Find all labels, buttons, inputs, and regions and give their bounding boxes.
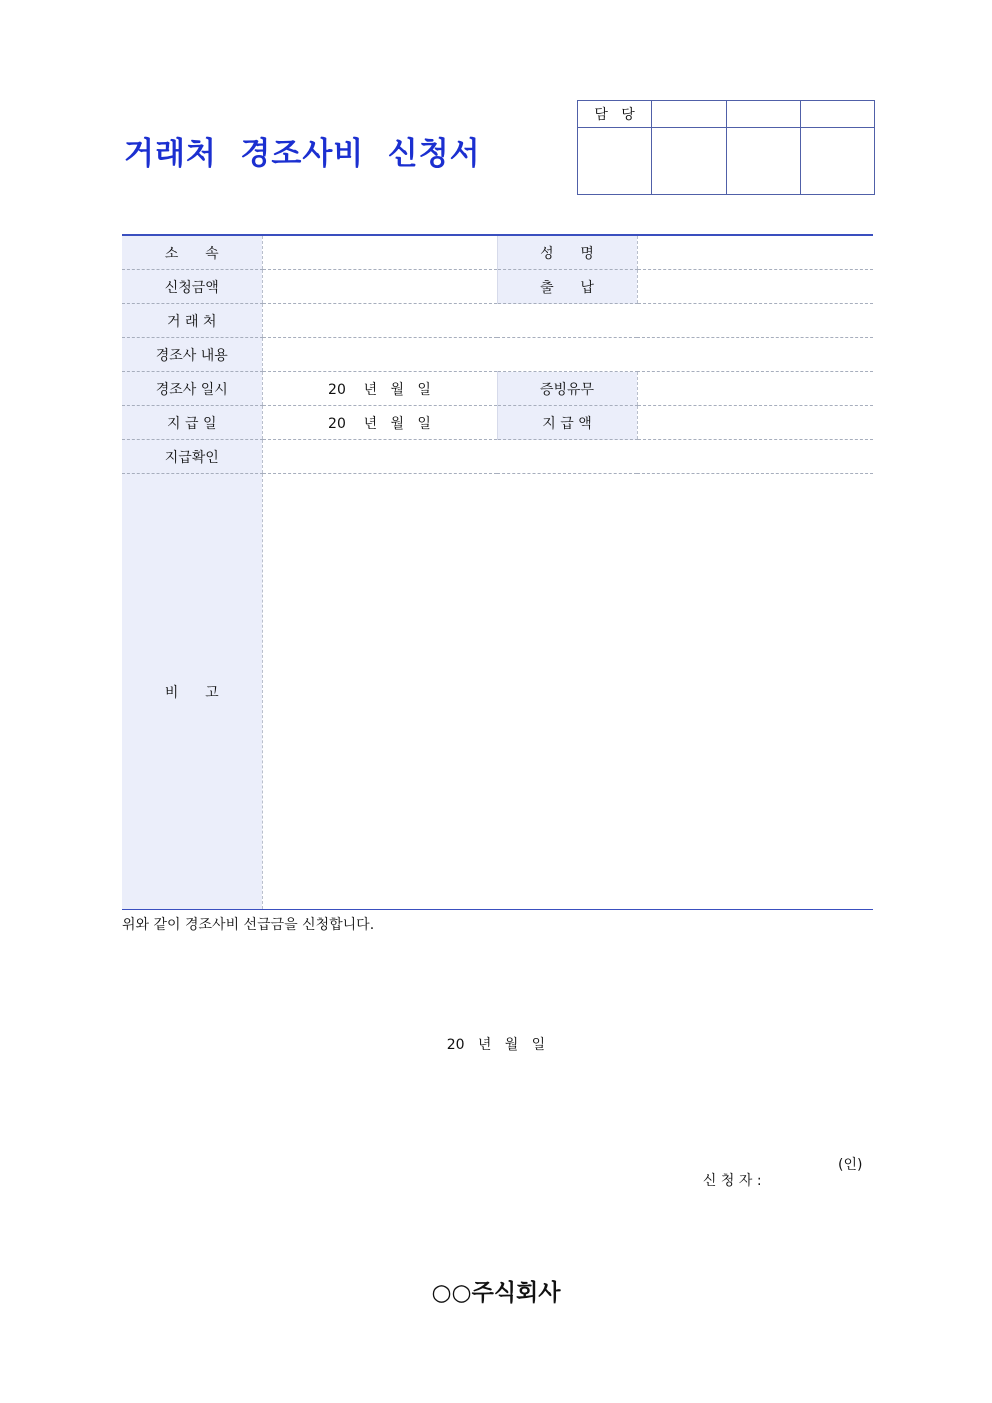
form-row <box>122 304 873 338</box>
form-row <box>122 406 873 440</box>
name-field[interactable] <box>637 235 873 270</box>
application-date: 20 년 월 일 <box>446 1037 546 1053</box>
affiliation-label: 소 속 <box>122 235 262 270</box>
form-row <box>122 270 873 304</box>
approval-sign-cell-1[interactable] <box>578 128 652 195</box>
event-content-field[interactable] <box>262 338 873 372</box>
remarks-field[interactable] <box>262 474 873 910</box>
approval-header-4 <box>800 101 874 128</box>
disbursement-label: 출 납 <box>497 270 637 304</box>
client-field[interactable] <box>262 304 873 338</box>
company-name: ○○주식회사 <box>431 1280 561 1306</box>
payment-confirm-field[interactable] <box>262 440 873 474</box>
seal-mark: (인) <box>838 1157 863 1173</box>
form-row <box>122 235 873 270</box>
approval-header-2 <box>652 101 726 128</box>
form-row <box>122 440 873 474</box>
page-title: 거래처 경조사비 신청서 <box>124 136 481 172</box>
name-label: 성 명 <box>497 235 637 270</box>
payment-amount-label: 지 급 액 <box>497 406 637 440</box>
approval-header-3 <box>726 101 800 128</box>
form-row <box>122 474 873 910</box>
payment-confirm-label: 지급확인 <box>122 440 262 474</box>
remarks-label: 비 고 <box>122 474 262 910</box>
approval-sign-cell-3[interactable] <box>726 128 800 195</box>
proof-label: 증빙유무 <box>497 372 637 406</box>
approval-sign-cell-4[interactable] <box>800 128 874 195</box>
applicant-signature <box>694 1154 863 1206</box>
event-date-field[interactable]: 20 년 월 일 <box>262 372 497 406</box>
application-form <box>122 234 873 910</box>
affiliation-field[interactable] <box>262 235 497 270</box>
proof-field[interactable] <box>637 372 873 406</box>
amount-label: 신청금액 <box>122 270 262 304</box>
client-label: 거 래 처 <box>122 304 262 338</box>
amount-field[interactable] <box>262 270 497 304</box>
event-date-label: 경조사 일시 <box>122 372 262 406</box>
disbursement-field[interactable] <box>637 270 873 304</box>
approval-header-manager: 담 당 <box>578 101 652 128</box>
payment-date-field[interactable]: 20 년 월 일 <box>262 406 497 440</box>
application-statement: 위와 같이 경조사비 선급금을 신청합니다. <box>122 917 375 933</box>
event-content-label: 경조사 내용 <box>122 338 262 372</box>
applicant-label: 신 청 자 : <box>702 1173 762 1189</box>
payment-amount-field[interactable] <box>637 406 873 440</box>
form-row <box>122 372 873 406</box>
form-row <box>122 338 873 372</box>
approval-sign-cell-2[interactable] <box>652 128 726 195</box>
payment-date-label: 지 급 일 <box>122 406 262 440</box>
approval-box <box>577 100 875 195</box>
